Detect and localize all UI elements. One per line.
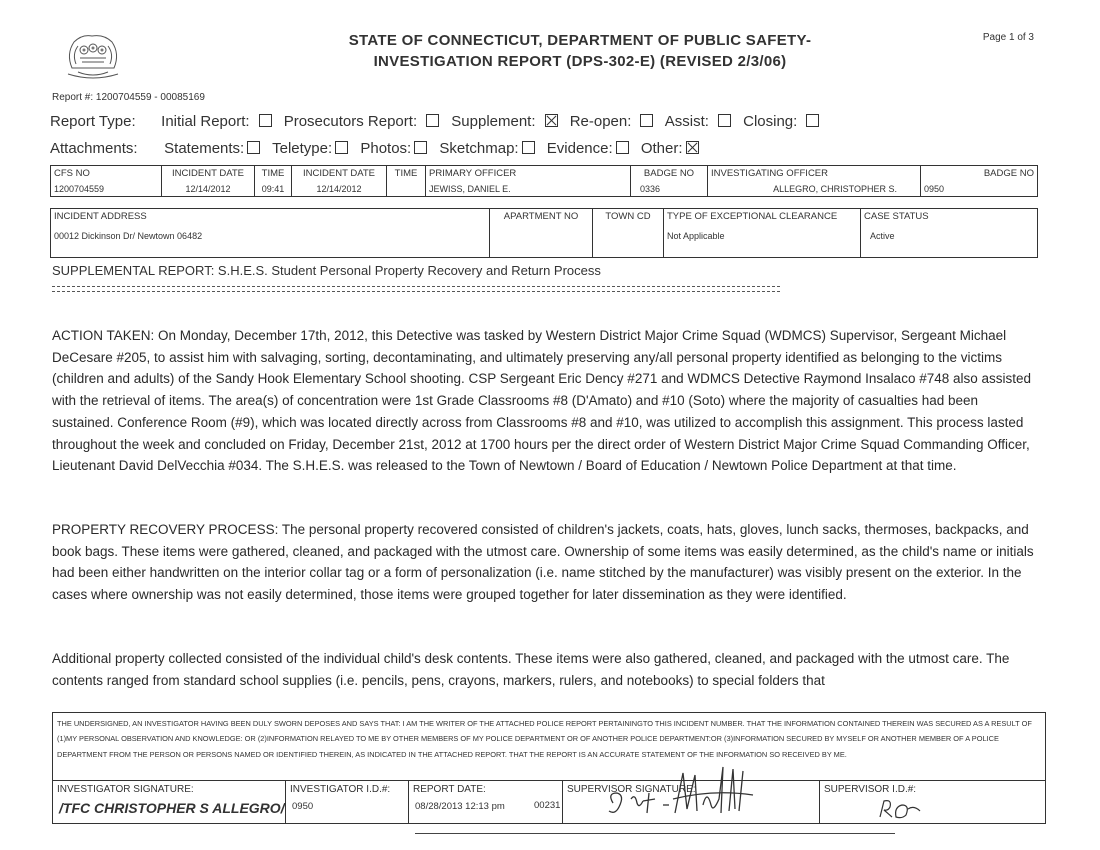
sworn-statement-box (52, 712, 1046, 824)
incident-info-table (50, 165, 1038, 197)
checkbox-other[interactable] (686, 141, 699, 154)
report-type-prosecutors: Prosecutors Report: (283, 113, 418, 130)
checkbox-reopen[interactable] (640, 114, 653, 127)
sworn-statement-text: THE UNDERSIGNED, AN INVESTIGATOR HAVING BEEN DULY SWORN DEPOSES AND SAYS THAT: I AM THE WRITER OF THE ATTACHED POLICE REPORT PERTAININGTO THIS INCIDENT NUMBER. THAT THE INFORMATION CONTAINED THEREIN WAS SECURED AS A RESULT OF (1)MY PERSONAL OBSERVATION AND KNOWLEDGE: OR (2)INFORMATION RELAYED TO ME BY OTHER MEMBERS OF MY POLICE DEPARTMENT OR OF ANOTHER POLICE DEPARTMENT:OR (3)INFORMATION SECURED BY MYSELF OR ANOTHER MEMBER OF A POLICE DEPARTMENT FROM THE PERSON OR PERSONS NAMED OR IDENTIFIED THEREIN, AS INDICATED IN THE ATTACHED REPORT. THAT THE REPORT IS AN ACCURATE STATEMENT OF THE INFORMATION SO RECEIVED BY ME. (57, 719, 1032, 759)
report-date-label: REPORT DATE: (413, 784, 486, 795)
badge-no-2-cell: BADGE NO 0950 (921, 166, 1038, 197)
report-title-line1: STATE OF CONNECTICUT, DEPARTMENT OF PUBLIC SAFETY- (348, 32, 812, 49)
report-type-label: Report Type: (50, 113, 136, 130)
attachment-sketchmap: Sketchmap: (439, 140, 519, 157)
state-seal-icon (62, 28, 124, 80)
supervisor-signature-cell (563, 781, 820, 824)
report-title (250, 30, 910, 72)
investigator-signature-cell (53, 781, 286, 824)
badge-no-cell: BADGE NO 0336 (631, 166, 708, 197)
investigating-officer-cell: INVESTIGATING OFFICER ALLEGRO, CHRISTOPHER S. (708, 166, 921, 197)
report-type-assist: Assist: (664, 113, 709, 130)
attachment-statements: Statements: (164, 140, 245, 157)
supervisor-signature-label: SUPERVISOR SIGNATURE: (567, 784, 696, 795)
checkbox-prosecutors-report[interactable] (426, 114, 439, 127)
report-type-reopen: Re-open: (569, 113, 632, 130)
investigator-signature-label: INVESTIGATOR SIGNATURE: (57, 784, 194, 795)
cfs-no-cell: CFS NO 1200704559 (51, 166, 162, 197)
incident-address-cell: INCIDENT ADDRESS 00012 Dickinson Dr/ Newtown 06482 (51, 209, 490, 258)
report-type-supplement: Supplement: (451, 113, 536, 130)
checkbox-initial-report[interactable] (259, 114, 272, 127)
checkbox-teletype[interactable] (335, 141, 348, 154)
supervisor-id-label: SUPERVISOR I.D.#: (824, 784, 917, 795)
investigator-id-cell (286, 781, 409, 824)
report-type-closing: Closing: (743, 113, 798, 130)
checkbox-sketchmap[interactable] (522, 141, 535, 154)
report-date-value: 08/28/2013 12:13 pm (415, 801, 505, 812)
checkbox-statements[interactable] (247, 141, 260, 154)
primary-officer-cell: PRIMARY OFFICER JEWISS, DANIEL E. (426, 166, 631, 197)
checkbox-photos[interactable] (414, 141, 427, 154)
attachments-line (50, 140, 707, 157)
incident-date-2-cell: INCIDENT DATE 12/14/2012 (292, 166, 387, 197)
clearance-cell: TYPE OF EXCEPTIONAL CLEARANCE Not Applicable (664, 209, 861, 258)
case-status-cell: CASE STATUS Active (861, 209, 1038, 258)
additional-property-paragraph: Additional property collected consisted of the individual child's desk contents. These items were also gathered, cleaned, and packaged with the utmost care. The contents ranged from standard school supplies (i.e. pencils, pens, crayons, markers, rulers, and notebooks) to special folders that (52, 651, 1010, 688)
town-cd-cell: TOWN CD (593, 209, 664, 258)
checkbox-supplement[interactable] (545, 114, 558, 127)
report-title-line2: INVESTIGATION REPORT (DPS-302-E) (REVISED 2/3/06) (373, 53, 787, 70)
page-number: Page 1 of 3 (982, 32, 1034, 43)
supplemental-report-title: SUPPLEMENTAL REPORT: S.H.E.S. Student Personal Property Recovery and Return Process (52, 263, 601, 278)
checkbox-evidence[interactable] (616, 141, 629, 154)
report-type-initial: Initial Report: (161, 113, 250, 130)
investigator-signature-value: /TFC CHRISTOPHER S ALLEGRO/ (59, 800, 285, 816)
address-info-table (50, 208, 1038, 258)
attachments-label: Attachments: (50, 140, 138, 157)
report-type-line (50, 113, 827, 130)
incident-date-cell: INCIDENT DATE 12/14/2012 (162, 166, 255, 197)
supervisor-initials-mark (876, 797, 926, 821)
attachment-teletype: Teletype: (272, 140, 333, 157)
checkbox-closing[interactable] (806, 114, 819, 127)
time-cell: TIME 09:41 (255, 166, 292, 197)
report-date-cell (409, 781, 563, 824)
double-dashed-divider (52, 286, 780, 292)
attachment-other: Other: (640, 140, 683, 157)
investigator-id-label: INVESTIGATOR I.D.#: (290, 784, 391, 795)
action-taken-paragraph: ACTION TAKEN: On Monday, December 17th, 2012, this Detective was tasked by Western District Major Crime Squad (WDMCS) Supervisor, Sergeant Michael DeCesare #205, to assist him with salvaging, sorting, decontaminating, and ultimately preserving any/all personal property identified as belonging to the victims (children and adults) of the Sandy Hook Elementary School shooting. CSP Sergeant Eric Dency #271 and WDMCS Detective Raymond Insalaco #748 also assisted with the retrieval of items. The area(s) of concentration were 1st Grade Classrooms #8 (D'Amato) and #10 (Soto) where the majority of casualties had been sustained. Conference Room (#9), which was located directly across from Classrooms #8 and #10, was utilized to accomplish this assignment. This process lasted throughout the week and concluded on Friday, December 21st, 2012 at 1700 hours per the direct order of Western District Major Crime Squad Commanding Officer, Lieutenant David DelVecchia #034. The S.H.E.S. was released to the Town of Newtown / Board of Education / Newtown Police Department at that time. (52, 328, 1032, 474)
report-number: Report #: 1200704559 - 00085169 (52, 92, 205, 103)
supervisor-id-cell (820, 781, 1045, 824)
apartment-no-cell: APARTMENT NO (490, 209, 593, 258)
supervisor-badge-number: 00231 (534, 800, 561, 811)
time-2-cell: TIME (387, 166, 426, 197)
attachment-evidence: Evidence: (546, 140, 613, 157)
attachment-photos: Photos: (360, 140, 412, 157)
supervisor-handwritten-signature (603, 759, 763, 823)
investigator-id-value: 0950 (292, 801, 314, 812)
bottom-edge-line (415, 833, 895, 834)
checkbox-assist[interactable] (718, 114, 731, 127)
property-recovery-paragraph: PROPERTY RECOVERY PROCESS: The personal property recovered consisted of children's jackets, coats, hats, gloves, lunch sacks, thermoses, backpacks, and book bags. These items were gathered, cleaned, and packaged with the utmost care. Ownership of some items was easily determined, as the child's name or initials had been either handwritten on the interior collar tag or a form of personalization (i.e. name stitched by the manufacturer) was visibly present on the exterior. In the cases where ownership was not easily determined, those items were grouped together for later dissemination as they were identified. (52, 522, 1034, 603)
signature-row (53, 780, 1045, 824)
